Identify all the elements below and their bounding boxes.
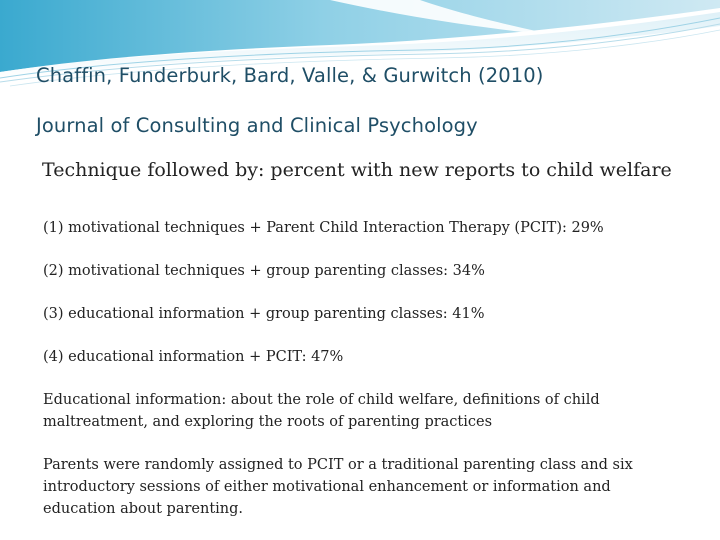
citation-journal: Journal of Consulting and Clinical Psychology	[36, 114, 478, 137]
note-study-design: Parents were randomly assigned to PCIT or a traditional parenting class and six introductory sessions of either motivational enhancement or information and education about parenting.	[43, 457, 633, 517]
result-item-1: (1) motivational techniques + Parent Child Interaction Therapy (PCIT): 29%	[43, 220, 604, 236]
section-heading: Technique followed by: percent with new reports to child welfare	[42, 159, 672, 181]
citation-authors: Chaffin, Funderburk, Bard, Valle, & Gurwitch (2010)	[36, 64, 544, 87]
result-item-2: (2) motivational techniques + group parenting classes: 34%	[43, 263, 485, 279]
result-item-3: (3) educational information + group parenting classes: 41%	[43, 306, 485, 322]
note-educational-information: Educational information: about the role of child welfare, definitions of child maltreatment, and exploring the roots of parenting practices	[43, 392, 600, 430]
result-item-4: (4) educational information + PCIT: 47%	[43, 349, 344, 365]
